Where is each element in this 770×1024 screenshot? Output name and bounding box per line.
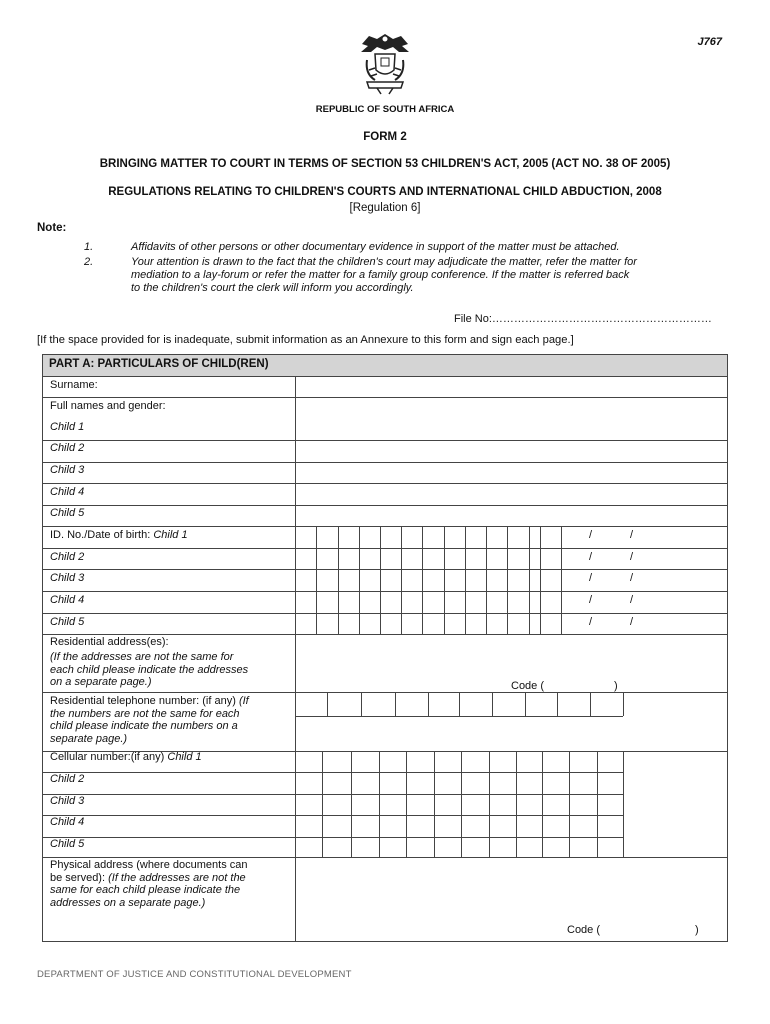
- id-child-3-label: Child 3: [50, 572, 85, 584]
- row-divider: [42, 569, 727, 570]
- row-divider: [42, 591, 727, 592]
- child-2-label: Child 2: [50, 442, 85, 454]
- note-item-text: [131, 256, 735, 295]
- id-digit-box: [561, 526, 562, 634]
- note-line: separate page.): [50, 732, 128, 745]
- note-item-number: 1.: [84, 241, 94, 253]
- part-a-table: [42, 354, 728, 942]
- note-line: addresses on a separate page.): [50, 896, 206, 909]
- row-divider: [42, 794, 623, 795]
- date-separator: /: [589, 616, 593, 628]
- file-number-field[interactable]: File No:……………………………………………………: [454, 313, 712, 325]
- cellular-label: [50, 751, 202, 763]
- note-line: the numbers are not the same for each: [50, 707, 240, 720]
- cell-child-4-label: Child 4: [50, 816, 85, 828]
- id-child-2-label: Child 2: [50, 551, 85, 563]
- id-digit-box: [529, 526, 530, 634]
- residential-address-label: Residential address(es):: [50, 636, 169, 648]
- id-digit-box: [401, 526, 402, 634]
- residential-code-close: ): [614, 680, 618, 692]
- row-divider: [295, 462, 727, 463]
- date-separator: /: [589, 594, 593, 606]
- form-code: J767: [697, 36, 722, 48]
- physical-address-label: [50, 859, 288, 909]
- regulation-number: [Regulation 6]: [349, 202, 421, 214]
- id-digit-box: [507, 526, 508, 634]
- cell-digit-box: [597, 751, 598, 857]
- row-divider: [42, 397, 727, 398]
- footer-department: DEPARTMENT OF JUSTICE AND CONSTITUTIONAL DEVELOPMENT: [37, 969, 352, 980]
- part-a-title: PART A: PARTICULARS OF CHILD(REN): [49, 358, 269, 370]
- cell-child-3-label: Child 3: [50, 795, 85, 807]
- phys-line: be served):: [50, 871, 109, 884]
- cell-digit-box: [379, 751, 380, 857]
- row-divider: [295, 505, 727, 506]
- full-names-label: Full names and gender:: [50, 400, 166, 412]
- cell-digit-box: [542, 751, 543, 857]
- residential-address-note: [50, 651, 288, 689]
- cell-digit-box: [516, 751, 517, 857]
- note-line: each child please indicate the addresses: [50, 663, 249, 676]
- row-divider: [42, 440, 295, 441]
- row-divider: [42, 857, 727, 858]
- phone-digit-box: [623, 692, 624, 716]
- child-3-label: Child 3: [50, 464, 85, 476]
- cell-digit-box: [351, 751, 352, 857]
- phone-digit-box: [327, 692, 328, 716]
- note-line: mediation to a lay-forum or refer the matter for a family group conference. If the matter is referred back: [131, 269, 630, 281]
- residential-phone-label: [50, 695, 288, 745]
- surname-label: Surname:: [50, 379, 98, 391]
- row-divider: [42, 772, 623, 773]
- cellular-text: Cellular number:(if any): [50, 751, 168, 763]
- phone-label-text: Residential telephone number: (if any): [50, 695, 239, 707]
- phone-digit-box: [557, 692, 558, 716]
- id-digit-box: [338, 526, 339, 634]
- phone-digit-box: [361, 692, 362, 716]
- note-line: Your attention is drawn to the fact that the children's court may adjudicate the matter, refer the matter for: [131, 256, 637, 268]
- cell-digit-box: [569, 751, 570, 857]
- note-label: Note:: [37, 222, 67, 234]
- child-1-label: Child 1: [153, 529, 188, 541]
- child-1-label: Child 1: [50, 421, 85, 433]
- id-digit-box: [422, 526, 423, 634]
- row-divider: [295, 483, 727, 484]
- row-divider: [42, 548, 727, 549]
- row-divider: [42, 526, 727, 527]
- row-divider: [42, 634, 727, 635]
- note-line: to the children's court the clerk will inform you accordingly.: [131, 282, 414, 294]
- phone-label-note: (If: [238, 695, 249, 707]
- phone-digit-box: [525, 692, 526, 716]
- id-digit-box: [380, 526, 381, 634]
- date-separator: /: [630, 529, 634, 541]
- phys-line-note: (If the addresses are not the: [108, 871, 246, 884]
- note-line: (If the addresses are not the same for: [50, 651, 234, 663]
- id-child-5-label: Child 5: [50, 616, 85, 628]
- date-separator: /: [630, 616, 634, 628]
- regulations-title: REGULATIONS RELATING TO CHILDREN'S COURTS AND INTERNATIONAL CHILD ABDUCTION, 2008: [108, 186, 662, 198]
- date-separator: /: [589, 529, 593, 541]
- id-child-4-label: Child 4: [50, 594, 85, 606]
- physical-code-close: ): [695, 924, 699, 936]
- id-digit-box: [486, 526, 487, 634]
- cell-digit-box: [623, 751, 624, 857]
- child-4-label: Child 4: [50, 486, 85, 498]
- date-separator: /: [630, 594, 634, 606]
- row-divider: [42, 837, 623, 838]
- physical-code-label: Code (: [567, 924, 601, 936]
- date-separator: /: [630, 551, 634, 563]
- cell-digit-box: [322, 751, 323, 857]
- cell-digit-box: [406, 751, 407, 857]
- cell-digit-box: [434, 751, 435, 857]
- note-item-text: Affidavits of other persons or other documentary evidence in support of the matter must be attached.: [131, 241, 620, 253]
- date-separator: /: [589, 551, 593, 563]
- date-separator: /: [630, 572, 634, 584]
- cell-child-5-label: Child 5: [50, 838, 85, 850]
- row-divider: [42, 815, 623, 816]
- residential-code-label: Code (: [511, 680, 545, 692]
- row-divider: [42, 613, 727, 614]
- row-divider: [42, 692, 727, 693]
- cell-child-2-label: Child 2: [50, 773, 85, 785]
- cell-digit-box: [461, 751, 462, 857]
- child-5-label: Child 5: [50, 507, 85, 519]
- note-line: same for each child please indicate the: [50, 884, 241, 896]
- id-digit-box: [444, 526, 445, 634]
- phys-line: Physical address (where documents can: [50, 859, 248, 871]
- label-column-divider: [295, 376, 296, 941]
- coat-of-arms-icon: [357, 30, 413, 96]
- phone-digit-box: [395, 692, 396, 716]
- phone-digit-box: [459, 692, 460, 716]
- id-digit-box: [316, 526, 317, 634]
- id-digit-box: [540, 526, 541, 634]
- date-separator: /: [589, 572, 593, 584]
- header-divider: [42, 376, 727, 377]
- note-line: child please indicate the numbers on a: [50, 720, 238, 732]
- id-digit-box: [465, 526, 466, 634]
- row-divider: [42, 505, 295, 506]
- form-title: BRINGING MATTER TO COURT IN TERMS OF SECTION 53 CHILDREN'S ACT, 2005 (ACT NO. 38 OF 2005): [99, 158, 671, 170]
- id-digit-box: [359, 526, 360, 634]
- row-divider: [42, 462, 295, 463]
- cell-digit-box: [489, 751, 490, 857]
- id-dob-label: [50, 529, 188, 541]
- note-item-number: 2.: [84, 256, 94, 268]
- child-1-label: Child 1: [167, 751, 202, 763]
- phone-digit-box: [590, 692, 591, 716]
- form-number: FORM 2: [363, 131, 407, 143]
- note-line: on a separate page.): [50, 676, 152, 688]
- phone-box-bottom: [295, 716, 623, 717]
- row-divider: [42, 483, 295, 484]
- instruction-text: [If the space provided for is inadequate, submit information as an Annexure to this form and sign each page.]: [37, 334, 574, 346]
- country-name: REPUBLIC OF SOUTH AFRICA: [315, 104, 455, 115]
- phone-digit-box: [492, 692, 493, 716]
- id-dob-text: ID. No./Date of birth:: [50, 529, 154, 541]
- phone-digit-box: [428, 692, 429, 716]
